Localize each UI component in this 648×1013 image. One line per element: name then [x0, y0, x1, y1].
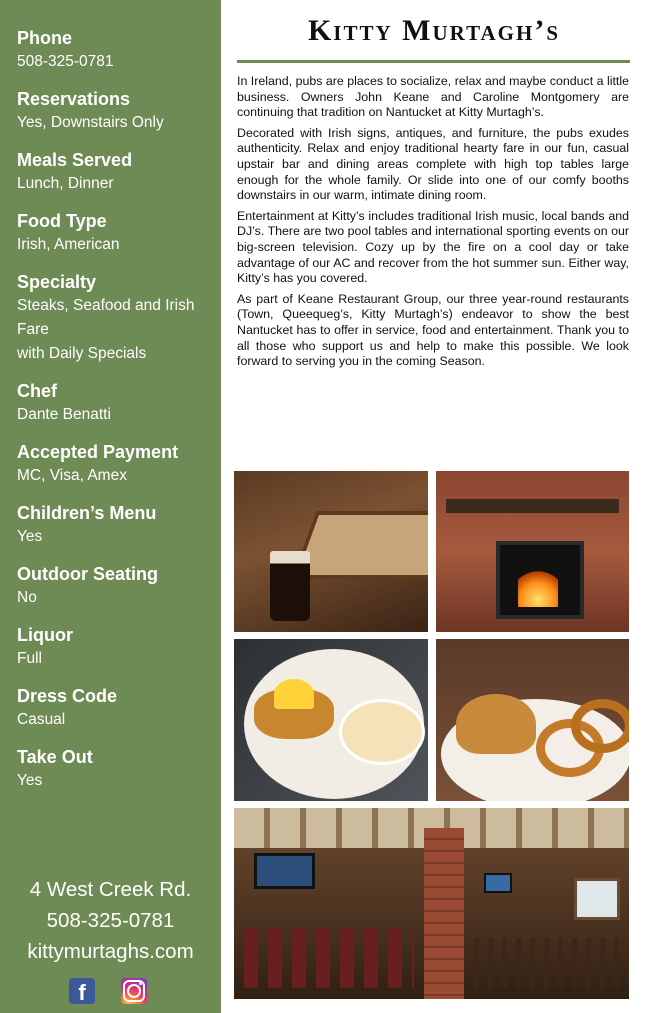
detail-childrens-menu — [17, 502, 215, 549]
television-shape — [254, 853, 315, 889]
detail-label: Outdoor Seating — [17, 564, 158, 584]
info-sidebar — [0, 0, 221, 1013]
detail-value: No — [17, 589, 37, 606]
detail-food-type — [17, 210, 215, 257]
photo-pub-interior — [234, 808, 629, 999]
detail-value: Yes, Downstairs Only — [17, 114, 164, 131]
photo-pool-table — [234, 471, 428, 632]
details-list — [17, 27, 215, 807]
detail-reservations — [17, 88, 215, 135]
detail-value: MC, Visa, Amex — [17, 467, 127, 484]
detail-label: Dress Code — [17, 686, 118, 706]
burger-shape — [456, 694, 536, 754]
instagram-icon[interactable] — [121, 978, 147, 1004]
address-text: 4 West Creek Rd. — [29, 878, 192, 901]
detail-value: Yes — [17, 772, 43, 789]
pool-table-shape — [292, 511, 428, 579]
detail-specialty — [17, 271, 215, 366]
detail-outdoor-seating — [17, 563, 215, 610]
detail-value: Irish, American — [17, 236, 120, 253]
window-shape — [574, 878, 620, 920]
paragraph: In Ireland, pubs are places to socialize, relax and maybe conduct a little business. Owners John Keane and Caroline Montgomery are continuing that tradition on Nantucket at Kitty Murtagh’s. — [237, 74, 629, 120]
detail-label: Children’s Menu — [17, 503, 157, 523]
detail-value: Dante Benatti — [17, 406, 111, 423]
detail-value: Yes — [17, 528, 43, 545]
detail-value: Lunch, Dinner — [17, 175, 114, 192]
detail-label: Take Out — [17, 747, 93, 767]
contact-footer — [0, 874, 221, 967]
title-divider — [237, 60, 630, 63]
website-link[interactable]: kittymurtaghs.com — [27, 940, 194, 963]
detail-label: Specialty — [17, 272, 97, 292]
pint-glass-shape — [270, 551, 310, 621]
detail-label: Chef — [17, 381, 57, 401]
detail-take-out — [17, 746, 215, 793]
paragraph: As part of Keane Restaurant Group, our three year-round restaurants (Town, Queequeg’s, Kitty Murtagh’s) endeavor to show the best Nantucket has to offer in service, food and entertainment. Thank you to all those who support us and help to make this possible. We look forward to serving you in the coming Season. — [237, 291, 629, 369]
detail-chef — [17, 380, 215, 427]
detail-dress-code — [17, 685, 215, 732]
photo-burger-onion-rings — [436, 639, 629, 801]
mantel-shape — [446, 499, 619, 513]
stair-railing-shape — [474, 938, 624, 988]
detail-value: Steaks, Seafood and Irish Fare — [17, 297, 195, 338]
detail-value: 508-325-0781 — [17, 53, 114, 70]
bar-stools-shape — [244, 928, 414, 988]
detail-liquor — [17, 624, 215, 671]
paragraph: Decorated with Irish signs, antiques, and furniture, the pubs exudes authenticity. Relax and enjoy traditional hearty fare in our fun, casual upstair bar and dining areas complete with high top tables large enough for the whole family. Or slide into one of our comfy booths downstairs in our warm, intimate dining room. — [237, 125, 629, 203]
coleslaw-shape — [339, 699, 425, 765]
flame-shape — [518, 571, 558, 607]
detail-accepted-payment — [17, 441, 215, 488]
detail-label: Accepted Payment — [17, 442, 179, 462]
detail-label: Reservations — [17, 89, 131, 109]
paragraph: Entertainment at Kitty’s includes traditional Irish music, local bands and DJ’s. There are two pool tables and international sporting events on our big-screen television. Cozy up by the fire on a cool day or take advantage of our AC and recover from the hot summer sun. Either way, Kitty’s has you covered. — [237, 208, 629, 286]
facebook-icon[interactable]: f — [69, 978, 95, 1004]
photo-fireplace — [436, 471, 629, 632]
detail-label: Meals Served — [17, 150, 133, 170]
photo-fish-and-chips — [234, 639, 428, 801]
phone-link[interactable]: 508-325-0781 — [46, 909, 175, 932]
detail-value: Casual — [17, 711, 66, 728]
page-title: Kitty Murtagh’s — [307, 14, 561, 47]
instagram-lens-shape — [127, 984, 141, 998]
detail-meals-served — [17, 149, 215, 196]
lemon-shape — [274, 679, 314, 709]
detail-label: Food Type — [17, 211, 107, 231]
detail-value: Full — [17, 650, 42, 667]
instagram-dot-shape — [139, 982, 142, 985]
brick-pillar-shape — [424, 828, 464, 999]
detail-label: Liquor — [17, 625, 73, 645]
description — [237, 74, 629, 375]
onion-ring-shape — [571, 699, 629, 753]
detail-value-extra: with Daily Specials — [17, 345, 147, 362]
television-shape — [484, 873, 512, 893]
detail-label: Phone — [17, 28, 73, 48]
detail-phone — [17, 27, 215, 74]
